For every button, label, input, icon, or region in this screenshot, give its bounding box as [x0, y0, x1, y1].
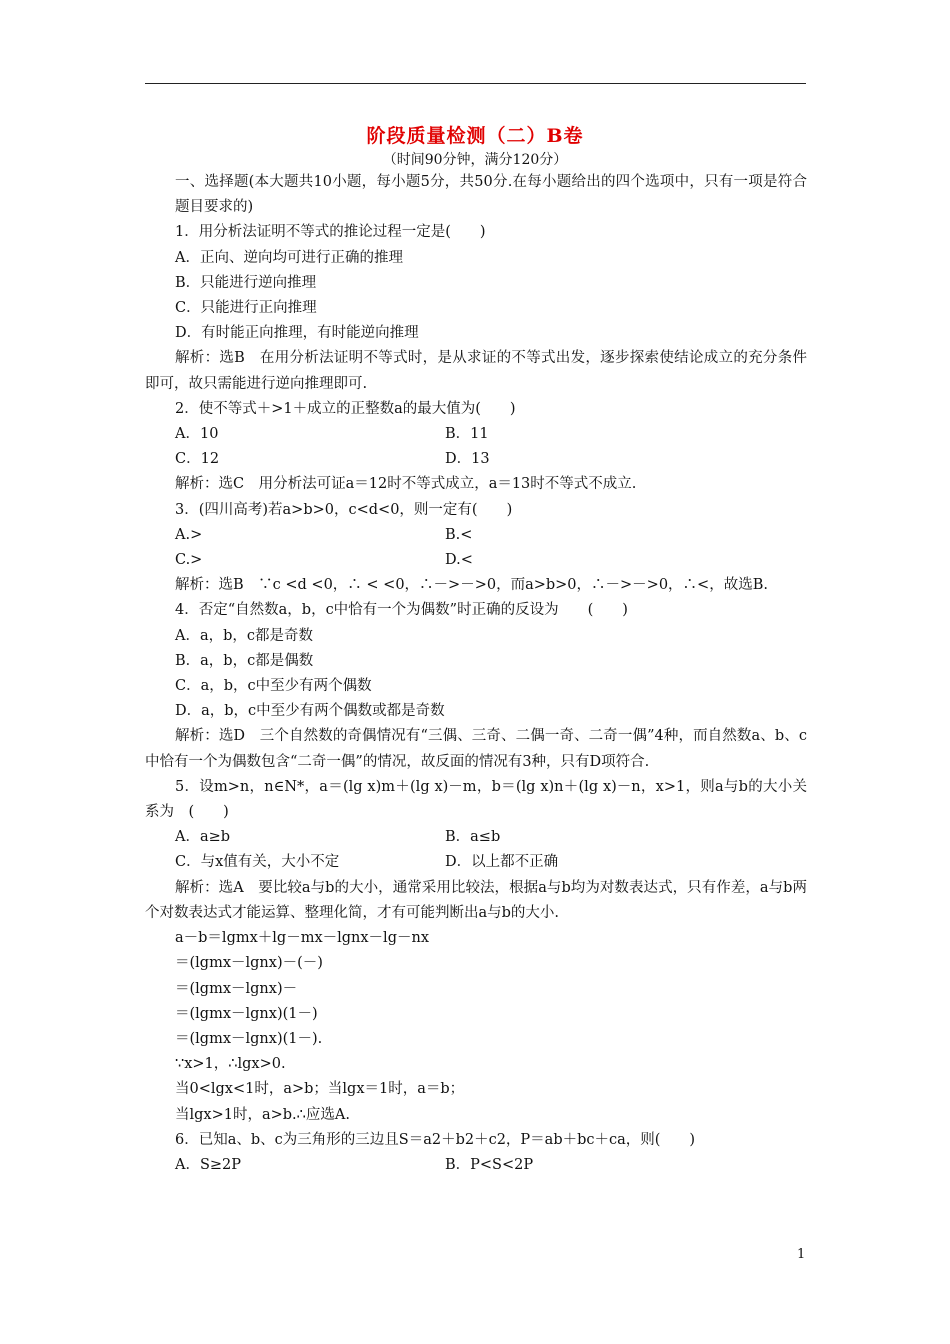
page-number: 1 [797, 1247, 806, 1262]
q4-option-b: B．a，b，c都是偶数 [175, 652, 314, 669]
question-1: 1．用分析法证明不等式的推论过程一定是( ) [175, 224, 486, 241]
q5-step-8: 当lgx>1时，a>b.∴应选A. [175, 1106, 350, 1123]
q6-option-b: B．P<S<2P [445, 1156, 534, 1173]
question-4: 4．否定“自然数a，b，c中恰有一个为偶数”时正确的反设为 ( ) [175, 602, 628, 619]
q1-option-c: C．只能进行正向推理 [175, 300, 317, 317]
question-6: 6．已知a、b、c为三角形的三边且S＝a2＋b2＋c2，P＝ab＋bc＋ca，则( ) [175, 1131, 696, 1148]
q5-step-2: ＝(lgmx－lgnx)－(－) [175, 955, 323, 972]
q1-option-b: B．只能进行逆向推理 [175, 274, 317, 291]
q4-solution: 解析：选D 三个自然数的奇偶情况有“三偶、三奇、二偶一奇、二奇一偶”4种，而自然数a、b、c中恰有一个为偶数包含“二奇一偶”的情况，故反面的情况有3种，只有D项符合. [145, 728, 807, 770]
q5-step-5: ＝(lgmx－lgnx)(1－). [175, 1030, 323, 1047]
q3-option-d: D.< [445, 552, 473, 569]
q2-option-c: C．12 [175, 451, 220, 468]
q5-option-c: C．与x值有关，大小不定 [175, 854, 340, 871]
section-intro: 一、选择题(本大题共10小题，每小题5分，共50分.在每小题给出的四个选项中，只有一项是符合题目要求的) [175, 174, 807, 216]
q4-option-a: A．a，b，c都是奇数 [175, 627, 314, 644]
q2-option-a: A．10 [175, 426, 219, 443]
q2-option-b: B．11 [445, 426, 489, 443]
q5-options-row-1 [145, 825, 807, 850]
q4-option-c: C．a，b，c中至少有两个偶数 [175, 678, 372, 695]
q5-option-a: A．a≥b [175, 829, 231, 846]
q2-options-row-1 [145, 422, 807, 447]
q6-option-a: A．S≥2P [175, 1156, 242, 1173]
q3-option-c: C.> [175, 552, 203, 569]
q2-option-d: D．13 [445, 451, 490, 468]
q5-step-3: ＝(lgmx－lgnx)－ [175, 980, 298, 997]
q5-option-b: B．a≤b [445, 829, 501, 846]
question-5: 5．设m>n，n∈N*，a＝(lg x)m＋(lg x)－m，b＝(lg x)n＋(lg x)－n，x>1，则a与b的大小关系为 ( ) [145, 778, 807, 821]
q3-option-a: A.> [175, 526, 203, 543]
q3-options-row-1 [145, 523, 807, 548]
q1-solution: 解析：选B 在用分析法证明不等式时，是从求证的不等式出发，逐步探索使结论成立的充分条件即可，故只需能进行逆向推理即可. [145, 350, 807, 392]
q5-step-7: 当0<lgx<1时，a>b；当lgx＝1时，a＝b； [175, 1081, 465, 1098]
q5-step-4: ＝(lgmx－lgnx)(1－) [175, 1005, 318, 1022]
q4-option-d: D．a，b，c中至少有两个偶数或都是奇数 [175, 703, 445, 720]
page-title: 阶段质量检测（二）B卷 [366, 125, 584, 147]
question-2: 2．使不等式＋>1＋成立的正整数a的最大值为( ) [175, 400, 516, 417]
q6-options-row-1 [145, 1153, 807, 1178]
q5-step-1: a－b＝lgmx＋lg－mx－lgnx－lg－nx [175, 930, 429, 947]
header-rule [145, 83, 806, 84]
q3-option-b: B.< [445, 526, 473, 543]
q3-options-row-2 [145, 548, 807, 573]
document-body [145, 170, 807, 1178]
q5-solution: 解析：选A 要比较a与b的大小，通常采用比较法，根据a与b均为对数表达式，只有作差，a与b两个对数表达式才能运算、整理化简，才有可能判断出a与b的大小. [145, 879, 807, 921]
q5-option-d: D．以上都不正确 [445, 854, 559, 871]
q2-options-row-2 [145, 447, 807, 472]
page-subtitle: （时间90分钟，满分120分） [382, 152, 568, 168]
q1-option-d: D．有时能正向推理，有时能逆向推理 [175, 325, 419, 342]
q5-options-row-2 [145, 850, 807, 875]
q5-step-6: ∵x>1，∴lgx>0. [175, 1056, 286, 1073]
q1-option-a: A．正向、逆向均可进行正确的推理 [175, 249, 403, 266]
question-3: 3．(四川高考)若a>b>0，c<d<0，则一定有( ) [175, 501, 513, 518]
q3-solution: 解析：选B ∵c <d <0，∴ < <0，∴－>－>0，而a>b>0，∴－>－>0，∴<，故选B. [175, 577, 768, 594]
q2-solution: 解析：选C 用分析法可证a＝12时不等式成立，a＝13时不等式不成立. [175, 476, 637, 493]
